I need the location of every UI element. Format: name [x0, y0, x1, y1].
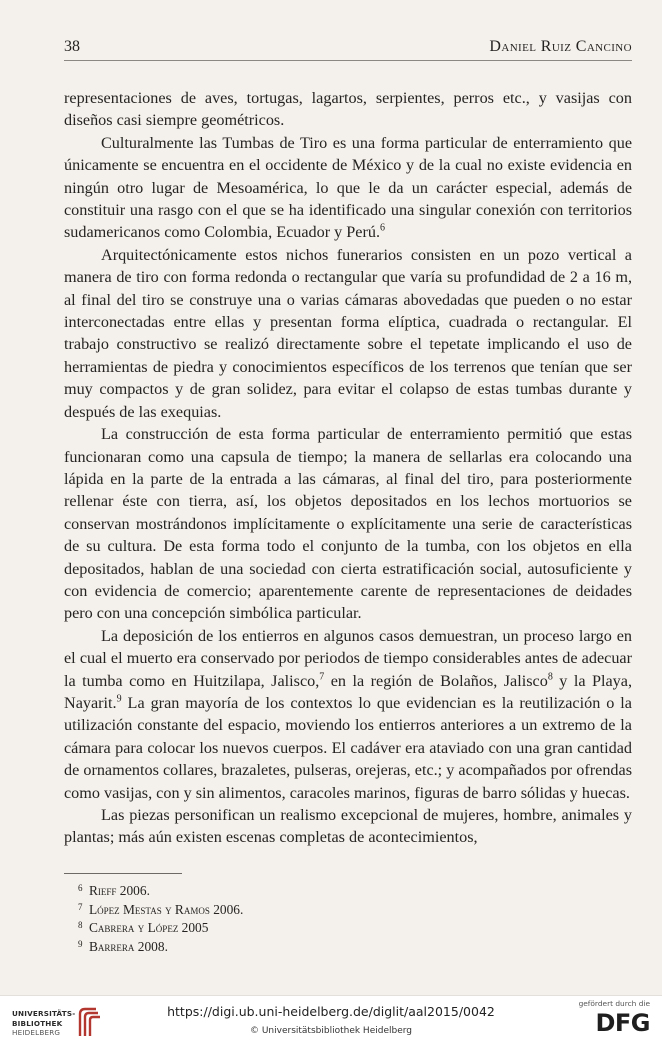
paragraph-6: Las piezas personifican un realismo excepcional de mujeres, hombre, animales y plantas; más aún existen escenas completas de acontecimientos,: [64, 806, 632, 847]
paragraph-5: [64, 625, 632, 804]
footnote-9: [64, 938, 632, 957]
footnote-text: Rieff 2006.: [89, 883, 150, 898]
paragraph-5-part-d: La gran mayoría de los contextos lo que evidencian es la reutilización o la utilización constante del espacio, moviendo los entierros anteriores a un extremo de la cámara para colocar los nuevos cuerpos. El cadáver era ataviado con una gran cantidad de ornamentos collares, brazaletes, pulseras, orejeras, etc.; y acompañados por ofrendas como vasijas, con y sin alimentos, caracoles marinos, figuras de barro sólidas y huecas.: [64, 693, 632, 802]
footnote-6: [64, 882, 632, 901]
footnote-8: [64, 919, 632, 938]
footnote-ref-6[interactable]: 6: [380, 223, 386, 235]
footnote-number: 6: [78, 883, 83, 893]
running-head: [64, 36, 632, 58]
paragraph-4: La construcción de esta forma particular de enterramiento permitió que estas funcionaran como una capsula de tiempo; la manera de sellarlas era colocando una lápida en la parte de la entrada a las cámaras, al final del tiro, para posteriormente rellenar éste con tierra, así, los objetos depositados en los lechos mortuorios se conservan mostrándonos implícitamente o explícitamente una serie de características de su cultura. De esta forma todo el conjunto de la tumba, con los objetos en ella depositados, hablan de una sociedad con cierta estratificación social, autosuficiente y con evidencia de comercio; aparentemente carente de representaciones de deidades pero con una concepción simbólica particular.: [64, 425, 632, 623]
footnote-text: Cabrera y López 2005: [89, 920, 209, 936]
permalink-url[interactable]: https://digi.ub.uni-heidelberg.de/diglit/aal2015/0042: [167, 1004, 495, 1019]
paragraph-2-text: Culturalmente las Tumbas de Tiro es una forma particular de enterramiento que únicamente se encuentra en el occidente de México y de la cual no existe evidencia en ningún otro lugar de Mesoamérica, lo que le da un carácter especial, además de constituir una rasgo con el que se ha identificado una singular conexión con territorios sudamericanos como Colombia, Ecuador y Perú.: [64, 133, 632, 242]
footnote-ref-8[interactable]: 8: [547, 671, 553, 683]
paragraph-2: [64, 132, 632, 244]
footnote-ref-7[interactable]: 7: [319, 671, 325, 683]
footnote-number: 9: [78, 938, 83, 949]
footnotes: [64, 882, 632, 956]
paragraph-5-part-b: en la región de Bolaños, Jalisco: [324, 671, 548, 690]
paragraph-3: Arquitectónicamente estos nichos funerarios consisten en un pozo vertical a manera de tiro con forma redonda o rectangular que varía su profundidad de 2 a 16 m, al final del tiro se construye una o varias cámaras abovedadas que pueden o no estar interconectadas entre ellas y presentan forma elíptica, cuadrada o rectangular. El trabajo constructivo se realizó directamente sobre el tepetate implicando el uso de herramientas de piedra y conocimientos específicos de los terrenos que tenían que ser muy compactos y de gran solidez, para evitar el colapso de estas tumbas durante y después de las exequias.: [64, 245, 632, 421]
library-name-line-2: BIBLIOTHEK: [12, 1018, 63, 1028]
footnote-ref-9[interactable]: 9: [116, 693, 122, 705]
body-text: [64, 87, 632, 849]
page-number: 38: [64, 38, 80, 55]
copyright-notice: © Universitätsbibliothek Heidelberg: [249, 1026, 412, 1036]
library-name-line-1: UNIVERSITÄTS-: [12, 1009, 76, 1018]
library-name-line-3: HEIDELBERG: [12, 1028, 61, 1038]
running-head-author: Daniel Ruiz Cancino: [489, 38, 632, 55]
paragraph-1: representaciones de aves, tortugas, lagartos, serpientes, perros etc., y vasijas con diseños casi siempre geométricos.: [64, 89, 632, 130]
footnote-number: 7: [78, 901, 83, 912]
footnote-7: [64, 901, 632, 920]
paragraph-5-part-c: y la Playa, Nayarit.: [64, 671, 632, 712]
footnote-rule: [64, 873, 182, 874]
dfg-funding-label: gefördert durch die: [578, 999, 650, 1008]
library-footer: [0, 995, 662, 1044]
footnote-text: López Mestas y Ramos 2006.: [89, 901, 244, 917]
footnote-text: Barrera 2008.: [89, 938, 168, 954]
footnote-number: 8: [78, 920, 83, 931]
dfg-logo[interactable]: DFG: [595, 1009, 650, 1037]
header-rule: [64, 60, 632, 61]
paragraph-5-part-a: La deposición de los entierros en algunos casos demuestran, un proceso largo en el cual el muerto era conservado por periodos de tiempo considerables antes de adecuar la tumba como en Huitzilapa, Jalisco,: [64, 626, 632, 690]
